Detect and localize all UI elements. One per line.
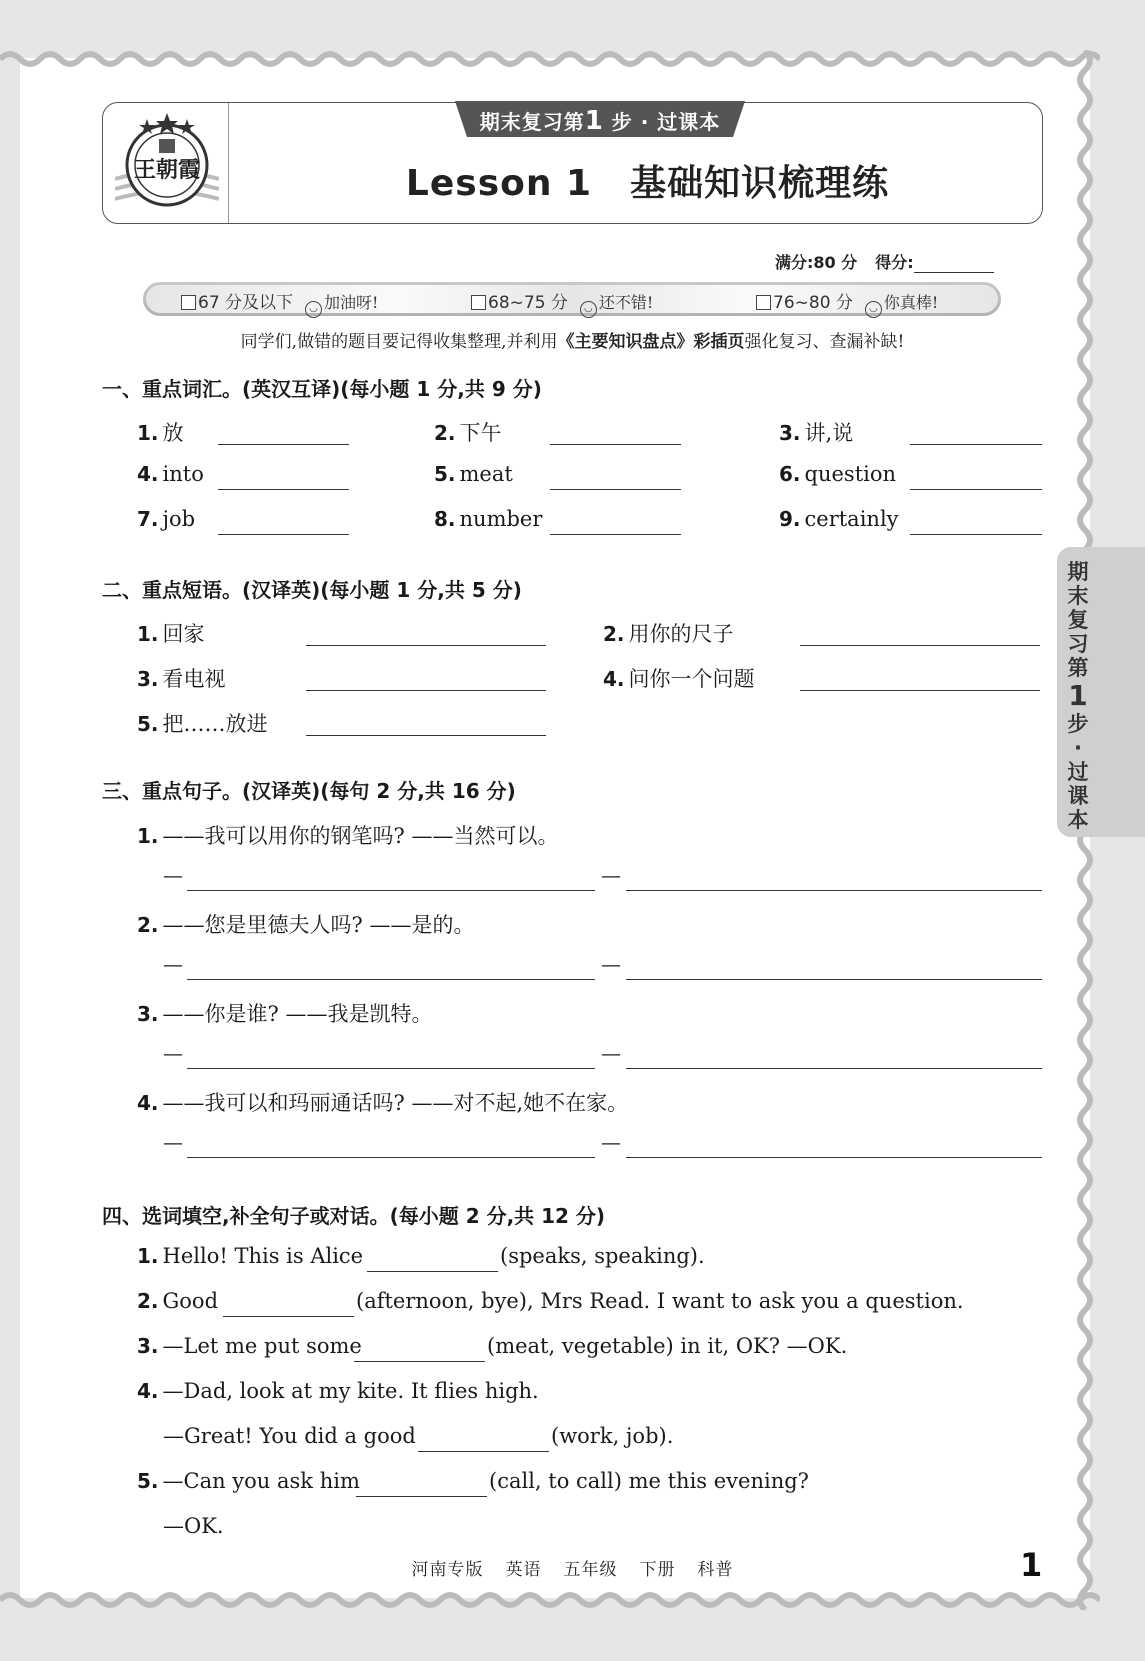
answer-line[interactable] (223, 1316, 354, 1317)
grade-option-3: 76~80 分 ◡ 你真棒! (756, 288, 938, 318)
vocab-item: 6. question (779, 462, 897, 486)
answer-line[interactable] (354, 1361, 485, 1362)
answer-line[interactable] (306, 690, 546, 691)
fill-options: (speaks, speaking). (500, 1244, 705, 1268)
answer-line[interactable] (910, 534, 1042, 535)
fill-item: 1. Hello! This is Alice (137, 1244, 364, 1268)
answer-line[interactable] (800, 645, 1040, 646)
answer-line[interactable] (550, 534, 681, 535)
smiley-icon: ◡ (580, 301, 597, 318)
answer-line[interactable] (418, 1451, 549, 1452)
fill-item: —OK. (163, 1514, 224, 1538)
section-2-title: 二、重点短语。(汉译英)(每小题 1 分,共 5 分) (102, 578, 522, 602)
smiley-icon: ◡ (305, 301, 322, 318)
side-tab-label: 期 末 复 习 第 1 步 · 过 课 本 (1067, 560, 1089, 832)
answer-line[interactable] (187, 979, 595, 980)
answer-line[interactable] (626, 979, 1042, 980)
answer-line[interactable] (356, 1496, 487, 1497)
answer-line[interactable] (218, 444, 349, 445)
answer-line[interactable] (626, 1157, 1042, 1158)
dash-mark: — (601, 863, 621, 887)
answer-line[interactable] (626, 1068, 1042, 1069)
header-box (102, 102, 1043, 224)
answer-line[interactable] (187, 890, 595, 891)
phrase-item: 5. 把……放进 (137, 712, 268, 736)
answer-line[interactable] (218, 534, 349, 535)
section-1-title: 一、重点词汇。(英汉互译)(每小题 1 分,共 9 分) (102, 377, 542, 401)
fill-item: 2. Good (137, 1289, 219, 1313)
answer-line[interactable] (306, 645, 546, 646)
answer-line[interactable] (550, 489, 681, 490)
answer-line[interactable] (626, 890, 1042, 891)
grade-checkbox[interactable] (181, 295, 196, 310)
fill-item: —Great! You did a good (163, 1424, 416, 1448)
answer-line[interactable] (187, 1068, 595, 1069)
answer-line[interactable] (218, 489, 349, 490)
grade-option-1: 67 分及以下 ◡ 加油呀! (181, 288, 378, 318)
dash-mark: — (601, 1130, 621, 1154)
phrase-item: 2. 用你的尺子 (603, 622, 734, 646)
sentence-item: 2. ——您是里德夫人吗? ——是的。 (137, 913, 475, 937)
answer-line[interactable] (367, 1271, 498, 1272)
page-title: Lesson 1 基础知识梳理练 (405, 163, 890, 204)
phrase-item: 4. 问你一个问题 (603, 667, 755, 691)
dash-mark: — (163, 863, 183, 887)
score-blank[interactable] (914, 257, 994, 273)
answer-line[interactable] (550, 444, 681, 445)
vocab-item: 4. into (137, 462, 204, 486)
dash-mark: — (163, 952, 183, 976)
section-4-title: 四、选词填空,补全句子或对话。(每小题 2 分,共 12 分) (102, 1204, 606, 1228)
dash-mark: — (163, 1041, 183, 1065)
grade-checkbox[interactable] (756, 295, 771, 310)
fill-options: (call, to call) me this evening? (489, 1469, 809, 1493)
answer-line[interactable] (910, 489, 1042, 490)
fill-options: (meat, vegetable) in it, OK? —OK. (487, 1334, 848, 1358)
reminder-text: 同学们,做错的题目要记得收集整理,并利用《主要知识盘点》彩插页强化复习、查漏补缺! (240, 332, 905, 352)
vocab-item: 2. 下午 (434, 421, 502, 445)
phrase-item: 3. 看电视 (137, 667, 226, 691)
dash-mark: — (163, 1130, 183, 1154)
wavy-edge-bottom (0, 1585, 1100, 1615)
grade-bar (143, 282, 1001, 316)
sentence-item: 3. ——你是谁? ——我是凯特。 (137, 1002, 433, 1026)
section-3-title: 三、重点句子。(汉译英)(每句 2 分,共 16 分) (102, 779, 516, 803)
grade-option-2: 68~75 分 ◡ 还不错! (471, 288, 653, 318)
vocab-item: 5. meat (434, 462, 513, 486)
vocab-item: 9. certainly (779, 507, 899, 531)
fill-item: 4. —Dad, look at my kite. It flies high. (137, 1379, 539, 1403)
footer: 河南专版 英语 五年级 下册 科普 (411, 1560, 734, 1580)
fill-item: 5. —Can you ask him (137, 1469, 360, 1493)
wavy-edge-top (0, 44, 1100, 74)
sentence-item: 4. ——我可以和玛丽通话吗? ——对不起,她不在家。 (137, 1091, 629, 1115)
vocab-item: 8. number (434, 507, 543, 531)
fill-options: (afternoon, bye), Mrs Read. I want to ask you a question. (356, 1289, 964, 1313)
vocab-item: 7. job (137, 507, 196, 531)
page-number: 1 (1020, 1546, 1043, 1584)
grade-checkbox[interactable] (471, 295, 486, 310)
answer-line[interactable] (800, 690, 1040, 691)
dash-mark: — (601, 952, 621, 976)
answer-line[interactable] (306, 735, 546, 736)
sentence-item: 1. ——我可以用你的钢笔吗? ——当然可以。 (137, 824, 559, 848)
score-line: 满分:80 分 得分: (775, 250, 994, 273)
phrase-item: 1. 回家 (137, 622, 205, 646)
answer-line[interactable] (910, 444, 1042, 445)
vocab-item: 3. 讲,说 (779, 421, 854, 445)
smiley-icon: ◡ (865, 301, 882, 318)
dash-mark: — (601, 1041, 621, 1065)
header-tab-label: 期末复习第1 步 · 过课本 (479, 106, 721, 136)
svg-text:王朝霞: 王朝霞 (133, 157, 201, 183)
answer-line[interactable] (187, 1157, 595, 1158)
fill-item: 3. —Let me put some (137, 1334, 362, 1358)
vocab-item: 1. 放 (137, 421, 184, 445)
fill-options: (work, job). (551, 1424, 674, 1448)
